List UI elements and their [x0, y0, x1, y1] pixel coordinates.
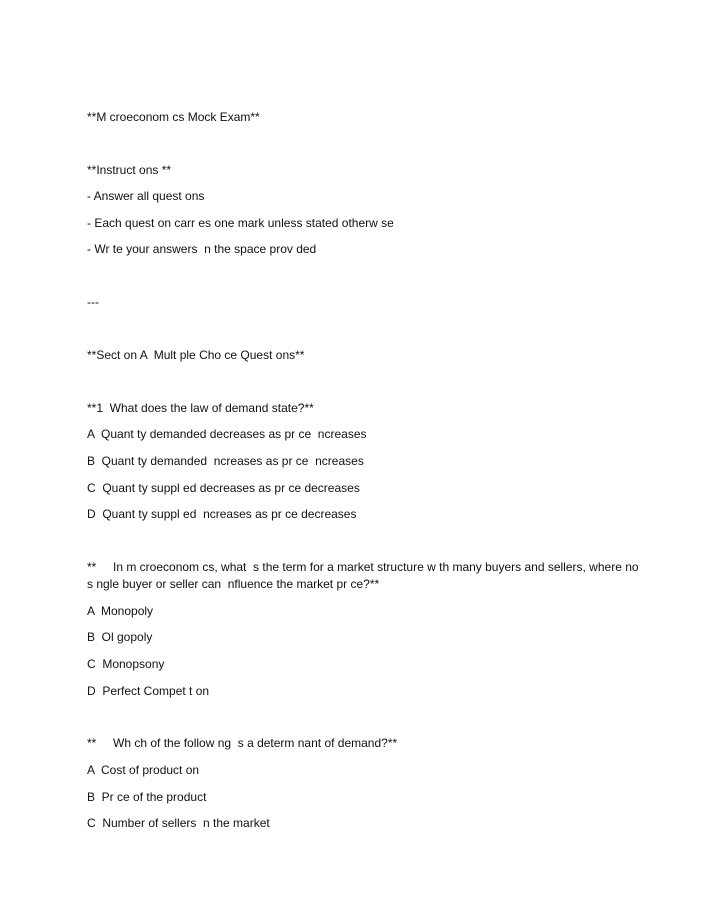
question-2-prompt-line-1: ** In m croeconom cs, what s the term for a market structure w th many buyers and sellers, where no	[87, 560, 639, 574]
question-3-option-a: A Cost of product on	[87, 763, 200, 777]
question-1-option-c: C Quant ty suppl ed decreases as pr ce decreases	[87, 481, 360, 495]
question-2-option-c: C Monopsony	[87, 657, 165, 671]
document-title: **M croeconom cs Mock Exam**	[87, 110, 260, 124]
question-2-option-a: A Monopoly	[87, 604, 154, 618]
question-1-option-d: D Quant ty suppl ed ncreases as pr ce decreases	[87, 507, 357, 521]
question-1-prompt: **1 What does the law of demand state?**	[87, 401, 314, 415]
instruction-item: - Wr te your answers n the space prov ded	[87, 242, 317, 256]
question-1-option-b: B Quant ty demanded ncreases as pr ce ncreases	[87, 454, 364, 468]
section-a-heading: **Sect on A Mult ple Cho ce Quest ons**	[87, 348, 305, 362]
section-divider: ---	[87, 295, 99, 309]
question-3-option-b: B Pr ce of the product	[87, 790, 207, 804]
question-3-option-c: C Number of sellers n the market	[87, 816, 270, 830]
question-2-option-d: D Perfect Compet t on	[87, 684, 210, 698]
instruction-item: - Each quest on carr es one mark unless stated otherw se	[87, 216, 394, 230]
question-2-prompt-line-2: s ngle buyer or seller can nfluence the market pr ce?**	[87, 577, 380, 591]
question-3-prompt: ** Wh ch of the follow ng s a determ nant of demand?**	[87, 736, 398, 750]
instruction-item: - Answer all quest ons	[87, 189, 205, 203]
question-1-option-a: A Quant ty demanded decreases as pr ce ncreases	[87, 427, 367, 441]
instructions-heading: **Instruct ons **	[87, 163, 172, 177]
question-2-option-b: B Ol gopoly	[87, 630, 153, 644]
